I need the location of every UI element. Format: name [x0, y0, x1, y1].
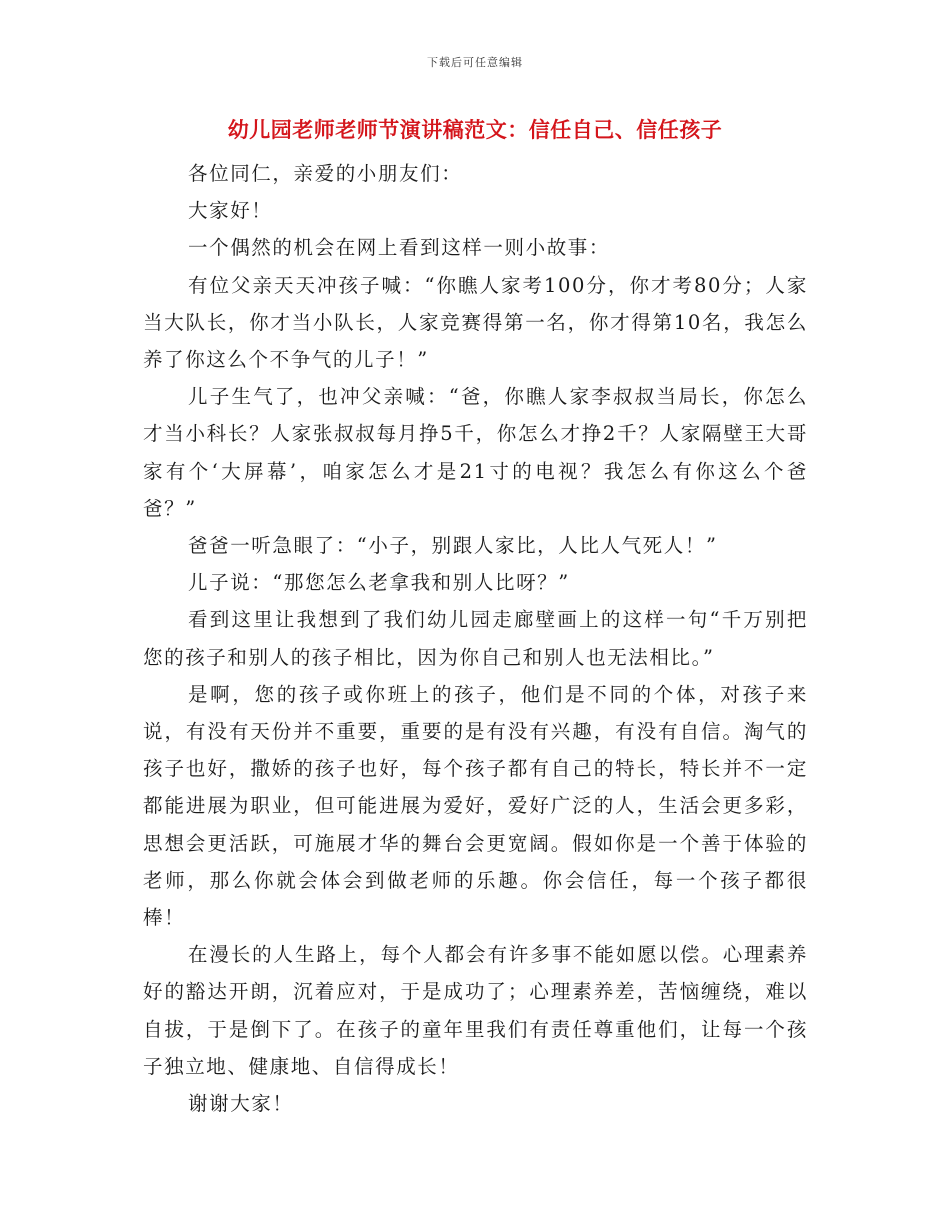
paragraph-son-question: 儿子说：“那您怎么老拿我和别人比呀？” — [188, 571, 570, 595]
paragraph-story-intro: 一个偶然的机会在网上看到这样一则小故事： — [188, 236, 611, 260]
paragraph-life-road: 在漫长的人生路上，每个人都会有许多事不能如愿以偿。心理素养好的豁达开朗，沉着应对，于是成功了；心理素养差，苦恼缠绕，难以自拔，于是倒下了。在孩子的童年里我们有责任尊重他们，让每一个孩子独立地、健康地、自信得成长！ — [143, 943, 808, 1078]
paragraph-son-reply: 儿子生气了，也冲父亲喊：“爸，你瞧人家李叔叔当局长，你怎么才当小科长？人家张叔叔每月挣5千，你怎么才挣2千？人家隔壁王大哥家有个‘大屏幕’，咱家怎么才是21寸的电视？我怎么有你这么个爸爸？” — [143, 385, 808, 520]
paragraph-father-angry: 爸爸一听急眼了：“小子，别跟人家比，人比人气死人！” — [188, 534, 718, 558]
page-header-note: 下载后可任意编辑 — [427, 56, 523, 69]
document-title: 幼儿园老师老师节演讲稿范文：信任自己、信任孩子 — [227, 117, 723, 142]
paragraph-greeting: 各位同仁，亲爱的小朋友们： — [188, 162, 463, 185]
paragraph-hello: 大家好！ — [188, 199, 273, 223]
paragraph-father-complaint: 有位父亲天天冲孩子喊：“你瞧人家考100分，你才考80分；人家当大队长，你才当小队长，人家竞赛得第一名，你才得第10名，我怎么养了你这么个不争气的儿子！” — [143, 273, 808, 372]
paragraph-thanks: 谢谢大家！ — [188, 1092, 294, 1116]
document-body — [143, 155, 808, 1122]
paragraph-mural-quote: 看到这里让我想到了我们幼儿园走廊壁画上的这样一句“千万别把您的孩子和别人的孩子相比，因为你自己和别人也无法相比。” — [143, 608, 808, 669]
paragraph-individuality: 是啊，您的孩子或你班上的孩子，他们是不同的个体，对孩子来说，有没有天份并不重要，重要的是有没有兴趣，有没有自信。淘气的孩子也好，撒娇的孩子也好，每个孩子都有自己的特长，特长并不一定都能进展为职业，但可能进展为爱好，爱好广泛的人，生活会更多彩，思想会更活跃，可施展才华的舞台会更宽阔。假如你是一个善于体验的老师，那么你就会体会到做老师的乐趣。你会信任，每一个孩子都很棒！ — [143, 682, 808, 930]
